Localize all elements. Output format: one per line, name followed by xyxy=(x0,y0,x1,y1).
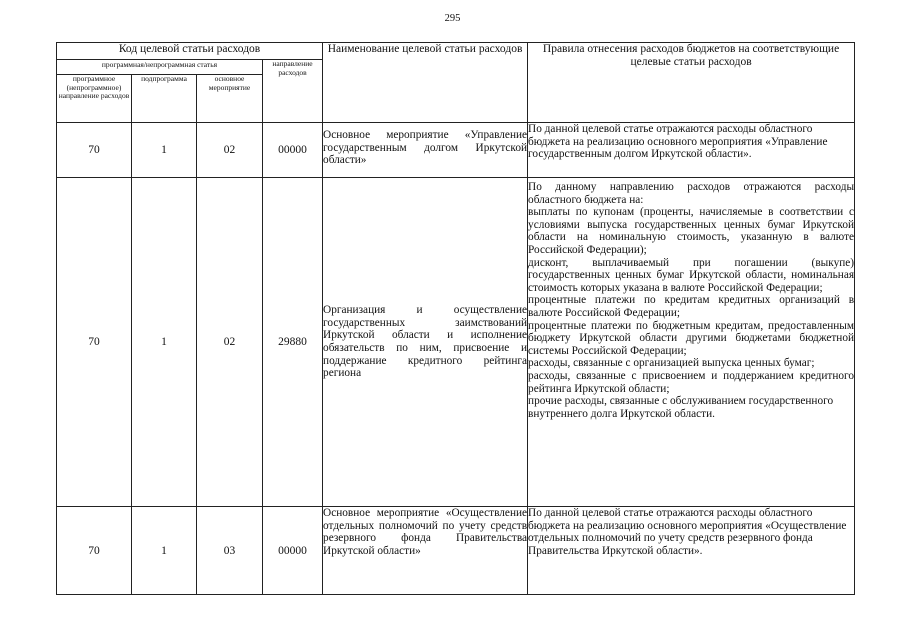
row-rules xyxy=(528,123,855,178)
program-code: 70 xyxy=(57,507,132,595)
table-row xyxy=(57,507,855,595)
row-name: Основное мероприятие «Управление государственным долгом Иркутской области» xyxy=(323,123,528,178)
program-code: 70 xyxy=(57,123,132,178)
name-column-header: Наименование целевой статьи расходов xyxy=(323,43,528,123)
rules-line: По данному направлению расходов отражаются расходы областного бюджета на: xyxy=(528,181,855,206)
page-number: 295 xyxy=(444,13,461,24)
activity-code: 02 xyxy=(197,178,263,507)
direction-code: 00000 xyxy=(263,123,323,178)
row-name: Основное мероприятие «Осуществление отдельных полномочий по учету средств резервного фонда Правительства Иркутской области» xyxy=(323,507,528,595)
rules-line: выплаты по купонам (проценты, начисляемые в соответствии с условиями выпуска государственных ценных бумаг Иркутской области на номинальную стоимость, указанную в валюте Российской Федерации); xyxy=(528,206,855,256)
direction-code: 29880 xyxy=(263,178,323,507)
subprogram-header: подпрограмма xyxy=(132,75,197,123)
subprogram-code: 1 xyxy=(132,507,197,595)
rules-line: процентные платежи по бюджетным кредитам, предоставленным бюджету Иркутской области другими бюджетами бюджетной системы Российской Федерации; xyxy=(528,319,855,357)
main-activity-header: основное мероприятие xyxy=(197,75,263,123)
program-group-header: программная/непрограммная статья xyxy=(57,60,263,75)
rules-column-header: Правила отнесения расходов бюджетов на соответствующие целевые статьи расходов xyxy=(528,43,855,123)
activity-code: 03 xyxy=(197,507,263,595)
row-name: Организация и осуществление государственных заимствований Иркутской области и исполнение обязательств по ним, присвоение и поддержание кредитного рейтинга региона xyxy=(323,178,528,507)
budget-code-table xyxy=(56,42,855,595)
rules-line: расходы, связанные с организацией выпуска ценных бумаг; xyxy=(528,357,815,370)
rules-line: прочие расходы, связанные с обслуживанием государственного внутреннего долга Иркутской области. xyxy=(528,395,834,420)
spending-direction-header: направление расходов xyxy=(263,60,323,123)
rules-line: По данной целевой статье отражаются расходы областного бюджета на реализацию основного мероприятия «Осуществление отдельных полномочий по учету средств резервного фонда Правительства Иркутской области». xyxy=(528,507,847,557)
row-rules xyxy=(528,507,855,595)
subprogram-code: 1 xyxy=(132,178,197,507)
rules-line: процентные платежи по кредитам кредитных организаций в валюте Российской Федерации; xyxy=(528,294,855,319)
table-row xyxy=(57,123,855,178)
row-rules xyxy=(528,178,855,507)
activity-code: 02 xyxy=(197,123,263,178)
subprogram-code: 1 xyxy=(132,123,197,178)
program-direction-header: программное (непрограммное) направление расходов xyxy=(57,75,132,123)
rules-line: По данной целевой статье отражаются расходы областного бюджета на реализацию основного мероприятия «Управление государственным долгом Иркутской области». xyxy=(528,123,828,161)
program-code: 70 xyxy=(57,178,132,507)
rules-line: дисконт, выплачиваемый при погашении (выкупе) государственных ценных бумаг Иркутской области, номинальная стоимость которых указана в валюте Российской Федерации; xyxy=(528,256,855,294)
rules-line: расходы, связанные с присвоением и поддержанием кредитного рейтинга Иркутской области; xyxy=(528,369,855,395)
code-group-header: Код целевой статьи расходов xyxy=(57,43,323,60)
direction-code: 00000 xyxy=(263,507,323,595)
table-row xyxy=(57,178,855,507)
